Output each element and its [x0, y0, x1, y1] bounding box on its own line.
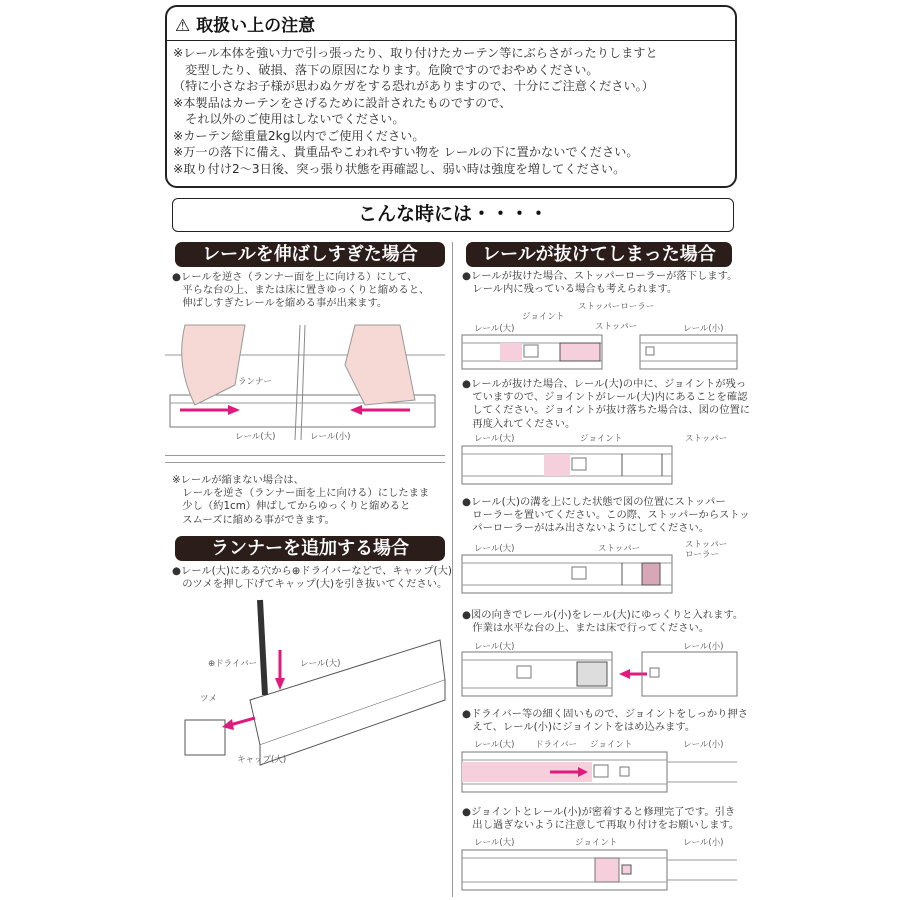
label-rail-small: レール(小) — [683, 740, 724, 750]
label-rail-large: レール(大) — [474, 434, 515, 444]
label-joint: ジョイント — [580, 434, 623, 444]
label-claw: ツメ — [200, 694, 217, 704]
label-rail-large: レール(大) — [300, 659, 341, 669]
label-rail-large: レール(大) — [474, 324, 515, 334]
step-text: ●レール(大)の溝を上にした状態で図の位置にストッパー ローラーを置いてください。この際、ストッパーからストッ パーローラーがはみ出さないようにしてください。 — [462, 496, 750, 535]
caution-title — [175, 11, 315, 36]
diagram-step4 — [462, 650, 737, 700]
diagram-step6 — [462, 848, 737, 893]
instruction-text: ●レール(大)にある穴から⊕ドライバーなどで、キャップ(大) のツメを押し下げてキャップ(大)を引き抜いてください。 — [172, 565, 452, 591]
divider — [165, 462, 445, 463]
note-text: ※レールが縮まない場合は、 レールを逆さ（ランナー面を上に向ける）にしたまま 少し（約1cm）伸ばしてからゆっくりと縮めると スムーズに縮める事ができます。 — [172, 474, 430, 526]
step-text: ●レールが抜けた場合、ストッパーローラーが落下します。 レール内に残っている場合も考えられます。 — [462, 270, 738, 296]
diagram-step3 — [462, 553, 737, 595]
caution-box — [165, 5, 737, 188]
label-rail-small: レール(小) — [683, 838, 724, 848]
label-stopper: ストッパー — [598, 544, 641, 554]
divider — [165, 455, 445, 456]
label-rail-small: レール(小) — [683, 642, 724, 652]
label-joint: ジョイント — [522, 312, 565, 322]
label-stopper: ストッパー — [595, 322, 638, 332]
diagram-step5 — [462, 750, 737, 795]
instruction-text: ●レールを逆さ（ランナー面を上に向ける）にして、 平らな台の上、または床に置きゆっくりと縮めると、 伸ばしすぎたレールを縮める事が出来ます。 — [172, 271, 430, 310]
label-joint: ジョイント — [590, 740, 633, 750]
heading-add-runner: ランナーを追加する場合 — [175, 536, 445, 561]
label-roller: ストッパーローラー — [578, 302, 655, 312]
label-rail-large: レール(大) — [235, 432, 276, 442]
label-roller: ストッパー ローラー — [685, 540, 728, 560]
label-joint: ジョイント — [575, 838, 618, 848]
label-rail-large: レール(大) — [474, 642, 515, 652]
step-text: ●ドライバー等の細く固いもので、ジョイントをしっかり押さ えて、レール(小)にジョイントをはめ込みます。 — [462, 708, 749, 734]
caution-title-text: 取扱い上の注意 — [196, 16, 316, 36]
label-driver: ⊕ドライバー — [208, 659, 258, 669]
label-rail-large: レール(大) — [474, 544, 515, 554]
section-banner: こんな時には・・・・ — [172, 198, 734, 232]
step-text: ●レールが抜けた場合、レール(大)の中に、ジョイントが残っ ていますので、ジョイントがレール(大)内にあることを確認 してください。ジョイントが抜け落ちた場合は、図の位置に 再度入れてください。 — [462, 378, 751, 430]
step-text: ●図の向きでレール(小)をレール(大)にゆっくりと入れます。 作業は水平な台の上、または床で行ってください。 — [462, 609, 744, 635]
divider — [167, 40, 735, 41]
label-rail-small: レール(小) — [310, 432, 351, 442]
heading-overextended: レールを伸ばしすぎた場合 — [175, 242, 445, 267]
label-cap: キャップ(大) — [237, 755, 287, 765]
label-rail-small: レール(小) — [683, 324, 724, 334]
warning-triangle-icon: ⚠ — [175, 16, 191, 36]
diagram-step1 — [462, 333, 737, 373]
diagram-step2 — [462, 444, 737, 486]
label-runner: ランナー — [238, 377, 273, 387]
step-text: ●ジョイントとレール(小)が密着すると修理完了です。引き 出し過ぎないように注意して再取り付けをお願いします。 — [462, 806, 740, 832]
label-rail-large: レール(大) — [474, 740, 515, 750]
caution-text: ※レール本体を強い力で引っ張ったり、取り付けたカーテン等にぶらさがったりしますと 変型したり、破損、落下の原因になります。危険ですのでおやめください。 （特に小さなお子様が思わぬケガをする恐れがありますので、十分にご注意ください。） ※本製品はカーテンをさげるために設計されたものですので、 それ以外のご使用はしないでください。 ※カーテン総重量2kg以内でご使用ください。 ※万一の落下に備え、貴重品やこわれやすい物を レールの下に置かないでください。 ※取り付け2〜3日後、突っ張り状態を再確認し、弱い時は強度を増してください。 — [173, 46, 658, 176]
shrink-rail-illustration — [165, 325, 445, 445]
remove-cap-illustration — [170, 600, 450, 780]
column-divider — [452, 242, 453, 897]
label-stopper: ストッパー — [685, 434, 728, 444]
label-driver: ドライバー — [535, 740, 578, 750]
heading-rail-detached: レールが抜けてしまった場合 — [466, 242, 732, 267]
label-rail-large: レール(大) — [474, 838, 515, 848]
